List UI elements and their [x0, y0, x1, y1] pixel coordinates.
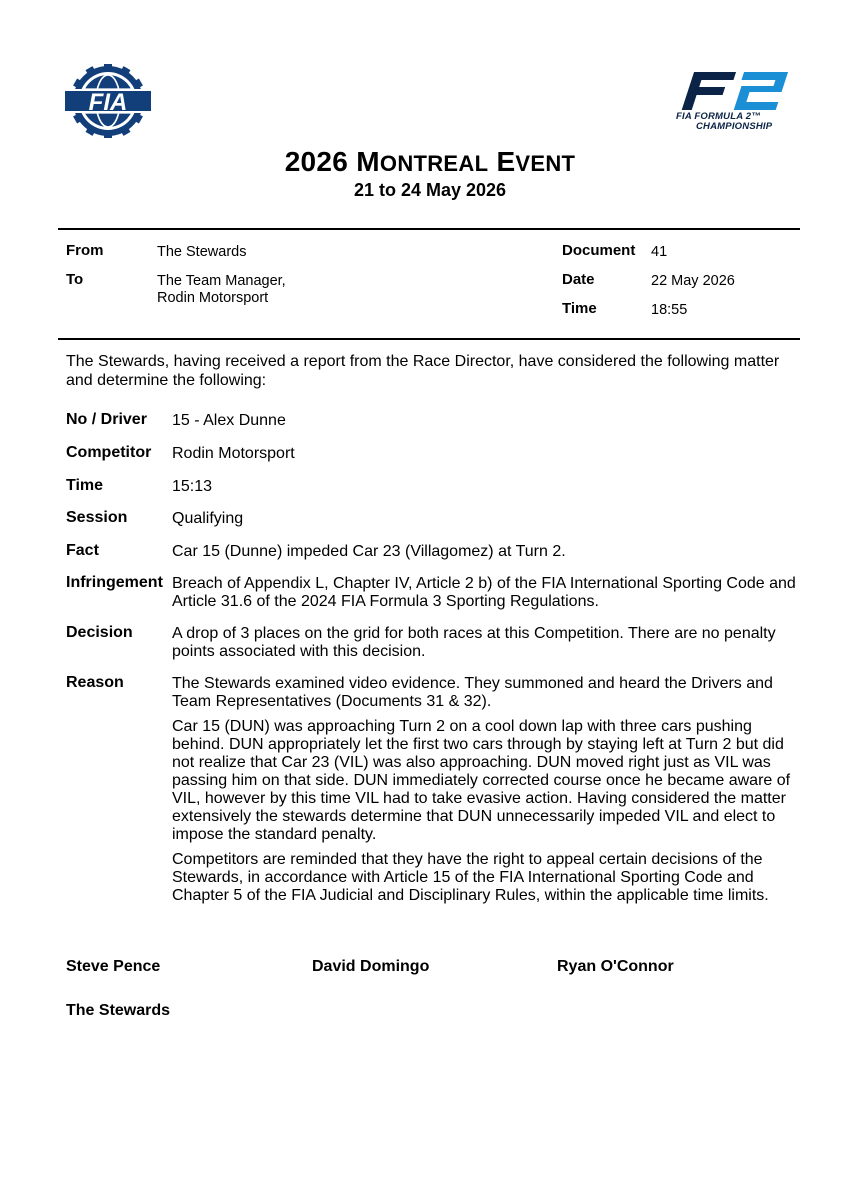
time-label: Time: [562, 300, 597, 317]
session-time-value: 15:13: [172, 478, 213, 495]
event-title: [0, 146, 860, 178]
fact-value: Car 15 (Dunne) impeded Car 23 (Villagomez) at Turn 2.: [172, 543, 566, 560]
header-top-rule: [58, 228, 800, 230]
to-label: To: [66, 271, 84, 288]
title-year: 2026: [284, 146, 349, 177]
session-label: Session: [66, 509, 128, 526]
steward-2-name: David Domingo: [312, 958, 430, 975]
f2-logo-subtitle: [676, 112, 798, 132]
from-value: The Stewards: [157, 244, 247, 260]
decision-value: A drop of 3 places on the grid for both races at this Competition. There are no penalty points associated with this decision.: [172, 625, 776, 660]
competitor-label: Competitor: [66, 444, 152, 461]
session-value: Qualifying: [172, 510, 244, 527]
steward-1-name: Steve Pence: [66, 958, 161, 975]
to-value: [157, 273, 286, 307]
title-word1-initial: M: [356, 146, 380, 177]
reason-paragraph-2: Car 15 (DUN) was approaching Turn 2 on a cool down lap with three cars pushing behind. DUN appropriately let the first two cars through by staying left at Turn 2 but did not realize that Car 23 (VIL) was also approaching. DUN moved right just as VIL was passing him on that side. DUN immediately corrected course once he became aware of VIL, however by this time VIL had to take evasive action. Having considered the matter extensively the stewards determine that DUN unnecessarily impeded VIL and elect to impose the standard penalty.: [172, 718, 791, 843]
decision-label: Decision: [66, 624, 133, 641]
title-word1-rest: ONTREAL: [379, 151, 489, 176]
session-time-label: Time: [66, 477, 104, 494]
date-label: Date: [562, 271, 595, 288]
header-bottom-rule: [58, 338, 800, 340]
document-value: 41: [651, 244, 668, 260]
title-word2-rest: VENT: [515, 151, 576, 176]
event-dates: 21 to 24 May 2026: [353, 180, 507, 200]
stewards-footer: The Stewards: [66, 1002, 171, 1019]
document-label: Document: [562, 242, 636, 259]
fia-logo: [56, 64, 160, 138]
reason-paragraph-1: The Stewards examined video evidence. They summoned and heard the Drivers and Team Representatives (Documents 31 & 32).: [172, 675, 773, 710]
fact-label: Fact: [66, 542, 99, 559]
title-word2-initial: E: [496, 146, 516, 177]
to-value-line2: Rodin Motorsport: [157, 290, 269, 306]
f2-subtitle-line1: FIA FORMULA 2™: [676, 111, 761, 122]
steward-3-name: Ryan O'Connor: [557, 958, 674, 975]
infringement-label: Infringement: [66, 574, 163, 591]
f2-subtitle-line2: CHAMPIONSHIP: [696, 121, 773, 132]
infringement-value: Breach of Appendix L, Chapter IV, Article 2 b) of the FIA International Sporting Code and Article 31.6 of the 2024 FIA Formula 3 Sporting Regulations.: [172, 575, 796, 610]
from-label: From: [66, 242, 104, 259]
f2-logo: [668, 66, 800, 150]
driver-value: 15 - Alex Dunne: [172, 412, 286, 429]
time-value: 18:55: [651, 302, 688, 318]
driver-label: No / Driver: [66, 411, 147, 428]
to-value-line1: The Team Manager,: [157, 273, 286, 289]
reason-paragraph-3: Competitors are reminded that they have the right to appeal certain decisions of the Stewards, in accordance with Article 15 of the FIA International Sporting Code and Chapter 5 of the FIA Judicial and Disciplinary Rules, within the applicable time limits.: [172, 851, 769, 904]
fia-logo-text: FIA: [88, 89, 128, 116]
reason-value: [172, 675, 800, 912]
reason-label: Reason: [66, 674, 124, 691]
date-value: 22 May 2026: [651, 273, 735, 289]
competitor-value: Rodin Motorsport: [172, 445, 295, 462]
intro-text: The Stewards, having received a report from the Race Director, have considered the following matter and determine the following:: [66, 353, 780, 389]
